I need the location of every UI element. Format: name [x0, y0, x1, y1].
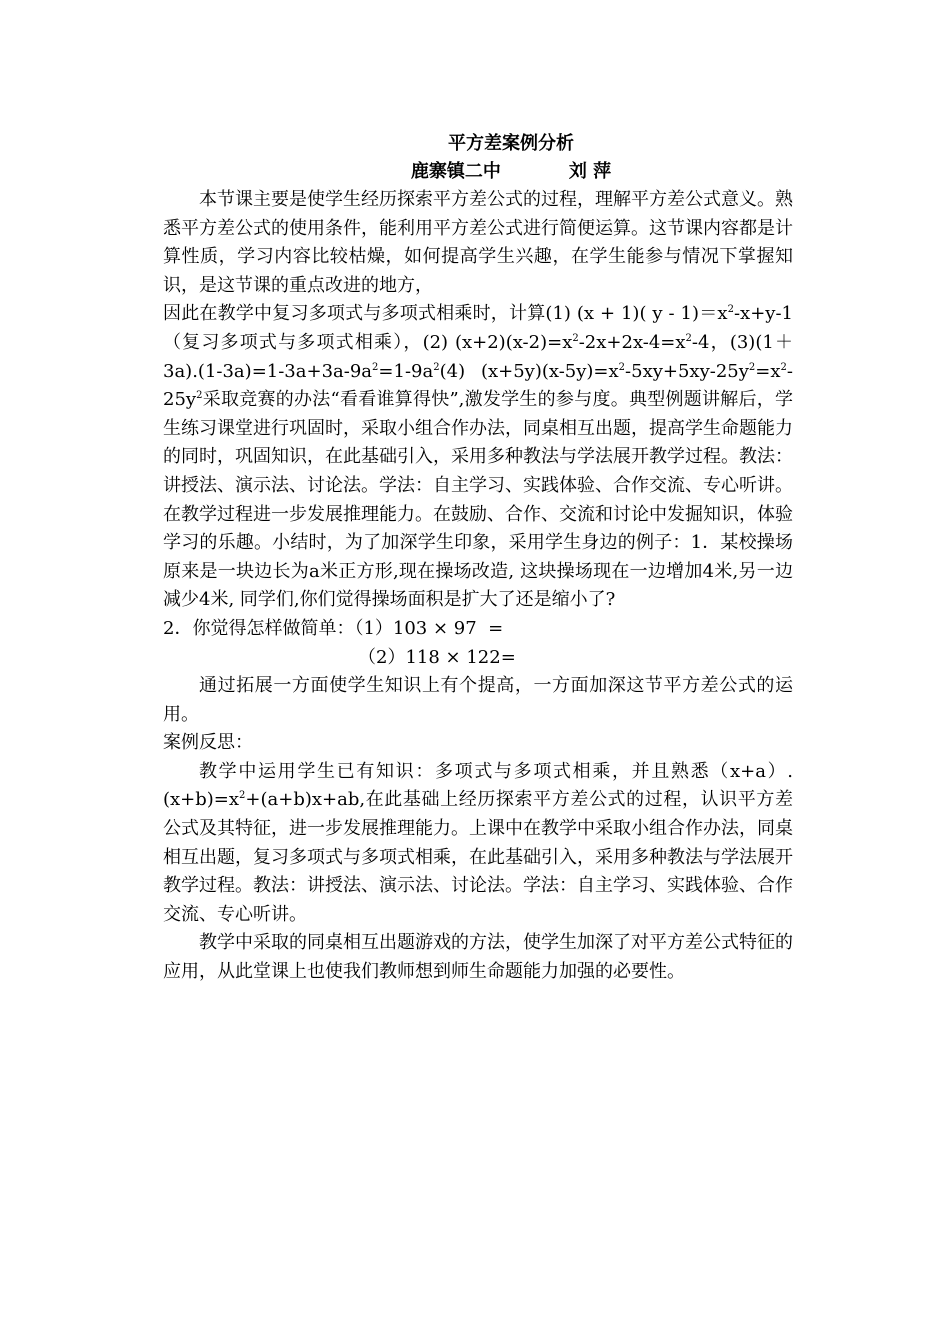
main-text-8: =x — [755, 360, 781, 382]
superscript: 2 — [433, 361, 440, 373]
superscript: 2 — [372, 361, 379, 373]
main-text-3: -2x+2x-4=x — [578, 331, 686, 353]
main-paragraph — [163, 300, 793, 615]
superscript: 2 — [727, 304, 734, 316]
superscript: 2 — [239, 790, 246, 802]
extension-paragraph: 通过拓展一方面使学生知识上有个提高，一方面加深这节平方差公式的运用。 — [163, 675, 793, 725]
intro-paragraph: 本节课主要是使学生经历探索平方差公式的过程，理解平方差公式意义。熟悉平方差公式的使用条件，能利用平方差公式进行简便运算。这节课内容都是计算性质，学习内容比较枯燥，如何提高学生兴趣，在学生能参与情况下掌握知识，是这节课的重点改进的地方， — [163, 189, 793, 296]
reflection-text-2: +(a+b)x+ab,在此基础上经历探索平方差公式的过程，认识平方差公式及其特征，进一步发展推理能力。上课中在教学中采取小组合作办法，同桌相互出题，复习多项式与多项式相乘，在此基础引入，采用多种教法与学法展开教学过程。教法：讲授法、演示法、讨论法。学法：自主学习、实践体验、合作交流、专心听讲。 — [163, 789, 793, 925]
question-2-line-1: 2．你觉得怎样做简单：（1）103 × 97 = — [163, 617, 504, 639]
superscript: 2 — [618, 361, 626, 373]
document-page — [163, 130, 793, 987]
author-name: 刘 萍 — [568, 161, 612, 182]
reflection-heading: 案例反思： — [163, 732, 253, 754]
question-2-line-2: （2）118 × 122= — [358, 646, 516, 668]
main-text-4: -4，(3)(1＋3a).(1-3a)=1-3a+3a-9a — [163, 331, 793, 382]
main-text-6: (4) (x+5y)(x-5y)=x — [439, 360, 619, 382]
reflection-paragraph-2: 教学中采取的同桌相互出题游戏的方法，使学生加深了对平方差公式特征的应用，从此堂课上也使我们教师想到师生命题能力加强的必要性。 — [163, 932, 793, 983]
author-line — [163, 158, 793, 186]
superscript: 2 — [780, 361, 787, 373]
main-text-7: -5xy+5xy-25y — [625, 360, 749, 382]
main-text-5: =1-9a — [378, 360, 434, 382]
main-text-9: -25y — [163, 360, 793, 411]
document-title: 平方差案例分析 — [448, 133, 574, 154]
reflection-text-1: 教学中运用学生已有知识：多项式与多项式相乘，并且熟悉（x+a）.(x+b)=x — [163, 760, 793, 811]
main-text-2: -x+y-1（复习多项式与多项式相乘），(2) (x+2)(x-2)=x — [163, 303, 793, 353]
superscript: 2 — [748, 361, 756, 373]
reflection-paragraph-1 — [163, 758, 793, 930]
school-name: 鹿寨镇二中 — [410, 161, 501, 182]
superscript: 2 — [572, 332, 579, 344]
main-text-1: 因此在教学中复习多项式与多项式相乘时，计算(1) (x + 1)( y - 1)＝x — [163, 303, 728, 325]
superscript: 2 — [685, 332, 692, 344]
superscript: 2 — [196, 390, 203, 402]
main-text-10: 采取竞赛的办法“看看谁算得快”,激发学生的参与度。典型例题讲解后，学生练习课堂进行巩固时，采取小组合作办法，同桌相互出题，提高学生命题能力的同时，巩固知识，在此基础引入，采用多种教法与学法展开教学过程。教法：讲授法、演示法、讨论法。学法：自主学习、实践体验、合作交流、专心听讲。在教学过程进一步发展推理能力。在鼓励、合作、交流和讨论中发掘知识，体验学习的乐趣。小结时，为了加深学生印象，采用学生身边的例子：1．某校操场原来是一块边长为a米正方形,现在操场改造, 这块操场现在一边增加4米,另一边减少4米, 同学们,你们觉得操场面积是扩大了还是缩小了? — [163, 389, 793, 611]
